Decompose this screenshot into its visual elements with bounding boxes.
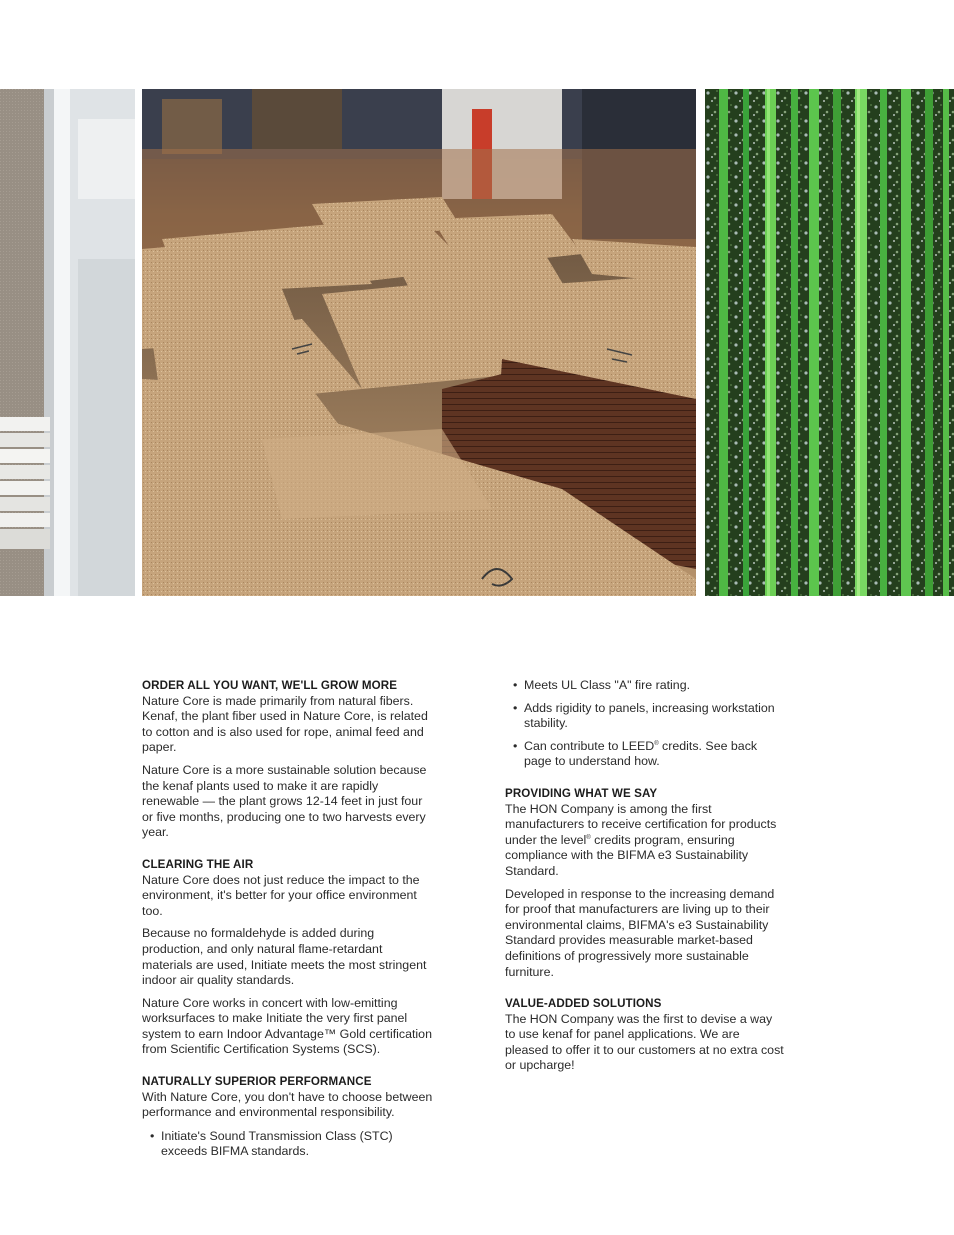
section-heading: CLEARING THE AIR [142,857,254,871]
section-clearing-air [142,857,434,1058]
paragraph-text: The HON Company is among the first manufacturers to receive certification for products under the level [505,801,777,847]
bullet-text: credits. See back page to understand how. [524,738,758,769]
bullet-list [142,1129,434,1160]
left-text-column [142,678,434,1176]
bullet-item: • Initiate's Sound Transmission Class (STC) exceeds BIFMA standards. [142,1129,434,1160]
paragraph: The HON Company was the first to devise a way to use kenaf for panel applications. We are pleased to offer it to our customers at no extra cost or upcharge! [505,1011,784,1073]
section-order [142,678,434,841]
paragraph: With Nature Core, you don't have to choose between performance and environmental responsibility. [142,1089,433,1120]
bullet-item-leed [505,739,785,770]
paragraph: Developed in response to the increasing demand for proof that manufacturers are living up to their environmental claims, BIFMA's e3 Sustainability Standard provides measurable market-based definitions of progressively more sustainable furniture. [505,886,775,979]
bullet-list [505,678,785,770]
kenaf-boards-photo [142,89,696,596]
section-value-added [505,996,785,1074]
section-heading: VALUE-ADDED SOLUTIONS [505,997,662,1011]
section-heading: NATURALLY SUPERIOR PERFORMANCE [142,1075,372,1089]
paragraph: Nature Core does not just reduce the impact to the environment, it's better for your office environment too. [142,872,420,918]
section-heading: ORDER ALL YOU WANT, WE'LL GROW MORE [142,679,398,692]
paragraph: Nature Core is made primarily from natural fibers. Kenaf, the plant fiber used in Nature Core, is related to cotton and is also used for rope, animal feed and paper. [142,693,428,755]
bullet-text: Can contribute to LEED [524,738,655,753]
paragraph: Because no formaldehyde is added during production, and only natural flame-retardant materials are used, Initiate meets the most stringent indoor air quality standards. [142,926,427,988]
bullet-item: • Meets UL Class "A" fire rating. [505,678,785,694]
section-providing [505,786,785,980]
section-heading: PROVIDING WHAT WE SAY [505,786,658,800]
section-performance [142,1074,434,1160]
right-text-column [505,678,785,1090]
bullet-item: • Adds rigidity to panels, increasing workstation stability. [505,701,785,732]
office-panel-photo [0,89,135,596]
registered-mark: ® [586,834,591,841]
paragraph: Nature Core works in concert with low-emitting worksurfaces to make Initiate the very first panel system to earn Indoor Advantage™ Gold certification from Scientific Certification Systems (SCS). [142,995,432,1057]
kenaf-plants-photo [705,89,954,596]
paragraph [505,802,785,880]
registered-mark: ® [654,740,659,747]
paragraph-text: credits program, ensuring compliance with the BIFMA e3 Sustainability Standard. [505,832,749,878]
paragraph: Nature Core is a more sustainable solution because the kenaf plants used to make it are rapidly renewable — the plant grows 12-14 feet in just four or five months, producing one to two harvests every year. [142,762,427,840]
